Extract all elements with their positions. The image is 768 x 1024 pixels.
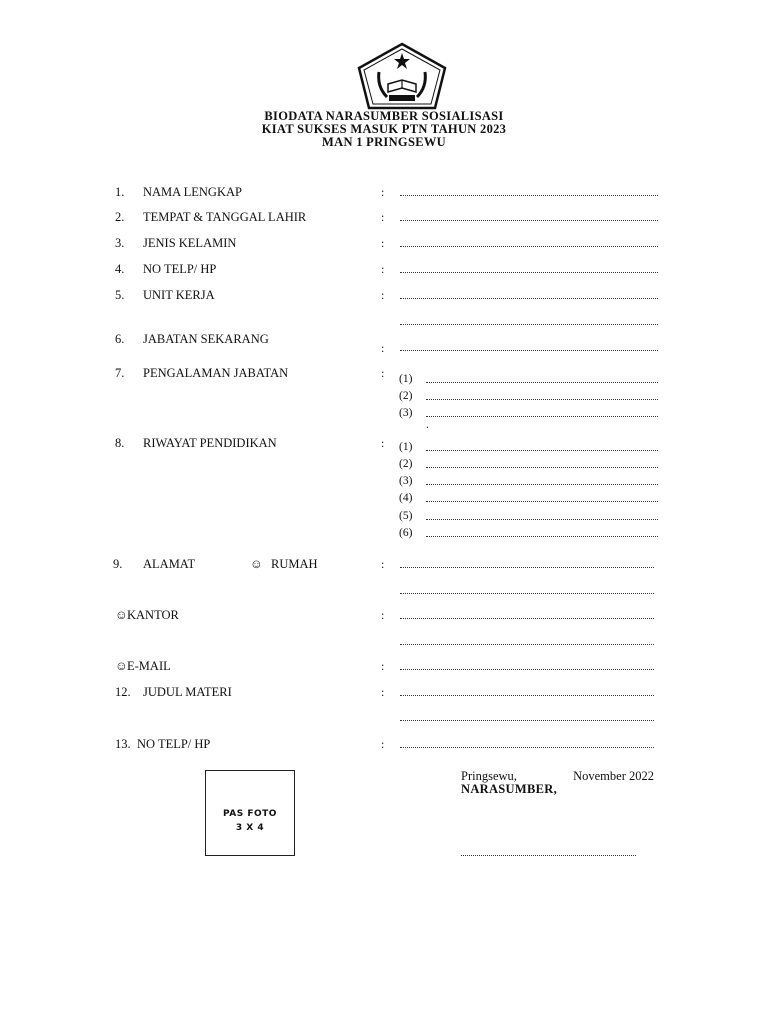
list-marker: (5) <box>399 510 413 522</box>
fill-line[interactable] <box>400 669 654 670</box>
fill-line[interactable] <box>426 519 658 520</box>
form-title-line2: KIAT SUKSES MASUK PTN TAHUN 2023 <box>261 122 507 136</box>
stray-mark: . <box>426 419 429 431</box>
fill-line[interactable] <box>400 593 654 594</box>
fill-line[interactable] <box>426 399 658 400</box>
row-number: 2. <box>115 210 125 224</box>
fill-line[interactable] <box>426 382 658 383</box>
photo-box-label: PAS FOTO <box>223 809 277 819</box>
ministry-emblem-logo <box>357 42 447 110</box>
row-number: 1. <box>115 185 125 199</box>
fill-line[interactable] <box>400 618 654 619</box>
row-label: UNIT KERJA <box>143 288 215 302</box>
fill-line[interactable] <box>426 536 658 537</box>
smiley-icon: ☺ <box>250 557 263 571</box>
fill-line[interactable] <box>400 644 654 645</box>
fill-line[interactable] <box>400 272 658 273</box>
fill-line[interactable] <box>426 450 658 451</box>
fill-line[interactable] <box>426 416 658 417</box>
list-marker: (2) <box>399 390 413 402</box>
row-colon: : <box>381 608 385 622</box>
fill-line[interactable] <box>400 567 654 568</box>
row-label: RIWAYAT PENDIDIKAN <box>143 436 277 450</box>
photo-box <box>205 770 295 856</box>
fill-line[interactable] <box>400 747 654 748</box>
row-label: NO TELP/ HP <box>143 262 217 276</box>
form-title-line3: MAN 1 PRINGSEWU <box>322 135 446 149</box>
smiley-icon: ☺ <box>115 659 128 673</box>
photo-box-size: 3 X 4 <box>235 823 265 833</box>
row-colon: : <box>381 557 385 571</box>
list-marker: (1) <box>399 441 413 453</box>
row-number: 3. <box>115 236 125 250</box>
row-number: 9. <box>113 557 123 571</box>
row-colon: : <box>381 436 385 450</box>
row-label: PENGALAMAN JABATAN <box>143 366 289 380</box>
fill-line[interactable] <box>426 501 658 502</box>
smiley-icon: ☺ <box>115 608 128 622</box>
row-colon: : <box>381 737 385 751</box>
row-label: JENIS KELAMIN <box>143 236 237 250</box>
row-colon: : <box>381 659 385 673</box>
row-number: 6. <box>115 332 125 346</box>
row-label: JUDUL MATERI <box>143 685 232 699</box>
row-label: E-MAIL <box>127 659 171 673</box>
row-label: KANTOR <box>127 608 179 622</box>
fill-line[interactable] <box>400 246 658 247</box>
row-colon: : <box>381 185 385 199</box>
signature-line[interactable] <box>461 855 636 856</box>
row-label: JABATAN SEKARANG <box>143 332 269 346</box>
list-marker: (1) <box>399 373 413 385</box>
row-label: NAMA LENGKAP <box>143 185 242 199</box>
fill-line[interactable] <box>426 467 658 468</box>
fill-line[interactable] <box>426 484 658 485</box>
row-colon: : <box>381 341 385 355</box>
fill-line[interactable] <box>400 298 658 299</box>
signature-place: Pringsewu, <box>461 769 517 783</box>
row-colon: : <box>381 210 385 224</box>
list-marker: (6) <box>399 527 413 539</box>
list-marker: (3) <box>399 407 413 419</box>
row-colon: : <box>381 685 385 699</box>
list-marker: (3) <box>399 475 413 487</box>
list-marker: (2) <box>399 458 413 470</box>
row-number: 4. <box>115 262 125 276</box>
fill-line[interactable] <box>400 350 658 351</box>
row-label: ALAMAT <box>143 557 196 571</box>
row-number: 5. <box>115 288 125 302</box>
row-colon: : <box>381 366 385 380</box>
form-title-line1: BIODATA NARASUMBER SOSIALISASI <box>264 109 504 123</box>
row-number: 12. <box>115 685 131 699</box>
row-colon: : <box>381 288 385 302</box>
fill-line[interactable] <box>400 695 654 696</box>
row-number: 13. <box>115 737 131 751</box>
signature-date: November 2022 <box>573 769 654 783</box>
fill-line[interactable] <box>400 195 658 196</box>
list-marker: (4) <box>399 492 413 504</box>
row-number: 8. <box>115 436 125 450</box>
row-sub-label: RUMAH <box>271 557 318 571</box>
fill-line[interactable] <box>400 324 658 325</box>
signature-role: NARASUMBER, <box>461 782 558 796</box>
fill-line[interactable] <box>400 720 654 721</box>
row-label: TEMPAT & TANGGAL LAHIR <box>143 210 307 224</box>
row-label: NO TELP/ HP <box>137 737 211 751</box>
row-colon: : <box>381 262 385 276</box>
fill-line[interactable] <box>400 220 658 221</box>
row-number: 7. <box>115 366 125 380</box>
row-colon: : <box>381 236 385 250</box>
